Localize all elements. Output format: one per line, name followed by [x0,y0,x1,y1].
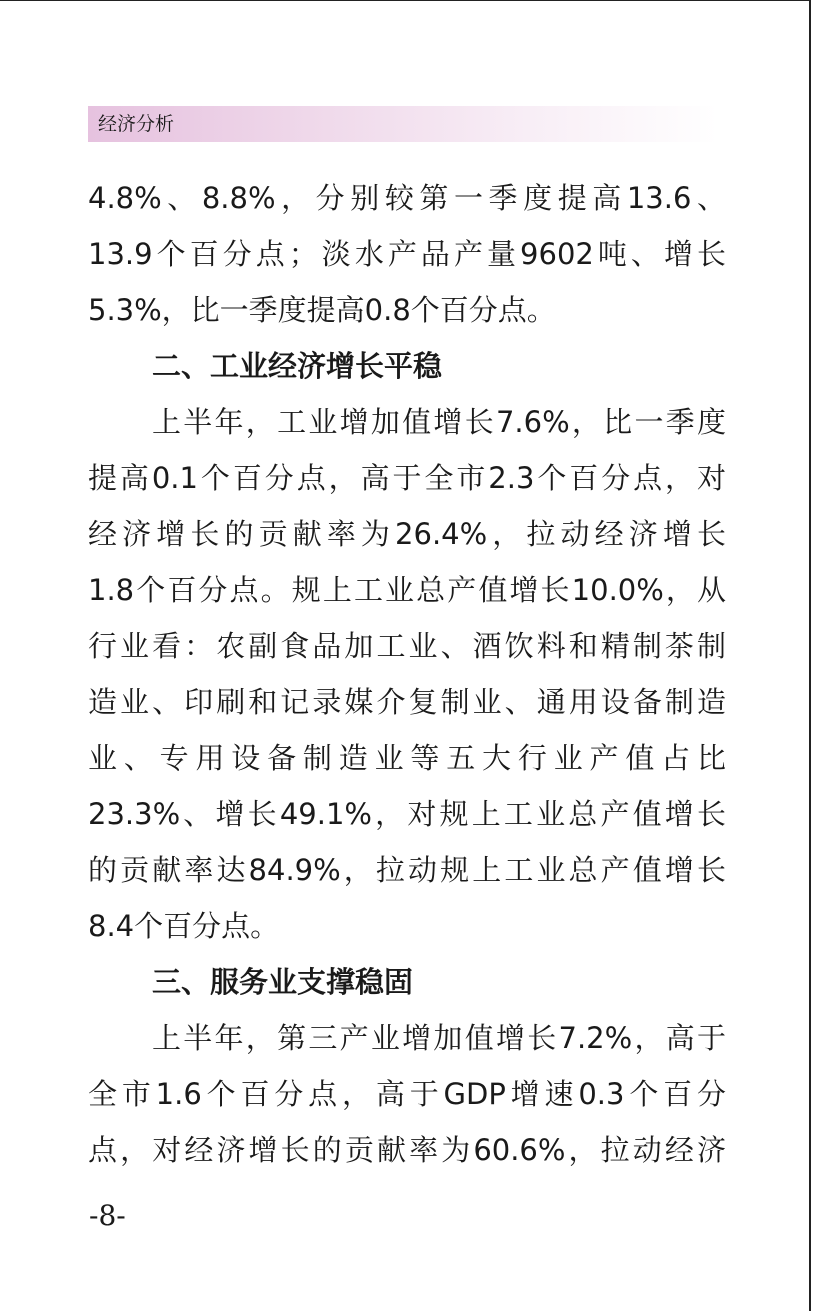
text-line: 13.9个百分点；淡水产品产量9602吨、增长 [88,237,726,271]
section-header-band [88,106,718,142]
text-line: 全市1.6个百分点，高于GDP增速0.3个百分 [88,1077,726,1111]
page-number: -8- [89,1199,126,1232]
text-line: 业、专用设备制造业等五大行业产值占比 [88,741,726,775]
section-header-title: 经济分析 [98,113,175,135]
paragraph-first-line: 上半年，第三产业增加值增长7.2%，高于 [152,1021,726,1055]
text-line: 4.8%、8.8%，分别较第一季度提高13.6、 [88,181,726,215]
text-line: 行业看：农副食品加工业、酒饮料和精制茶制 [88,629,726,663]
text-line: 1.8个百分点。规上工业总产值增长10.0%，从 [88,573,726,607]
text-line: 经济增长的贡献率为26.4%，拉动经济增长 [88,517,726,551]
text-line: 的贡献率达84.9%，拉动规上工业总产值增长 [88,853,726,887]
text-line: 8.4个百分点。 [88,909,280,943]
section-heading-services: 三、服务业支撑稳固 [152,965,414,999]
text-line: 点，对经济增长的贡献率为60.6%，拉动经济 [88,1133,726,1167]
section-heading-industry: 二、工业经济增长平稳 [152,349,443,383]
text-line: 5.3%，比一季度提高0.8个百分点。 [88,293,556,327]
text-line: 提高0.1个百分点，高于全市2.3个百分点，对 [88,461,726,495]
text-line: 造业、印刷和记录媒介复制业、通用设备制造 [88,685,726,719]
paragraph-first-line: 上半年，工业增加值增长7.6%，比一季度 [152,405,726,439]
body-text [88,170,726,1178]
text-line: 23.3%、增长49.1%，对规上工业总产值增长 [88,797,726,831]
